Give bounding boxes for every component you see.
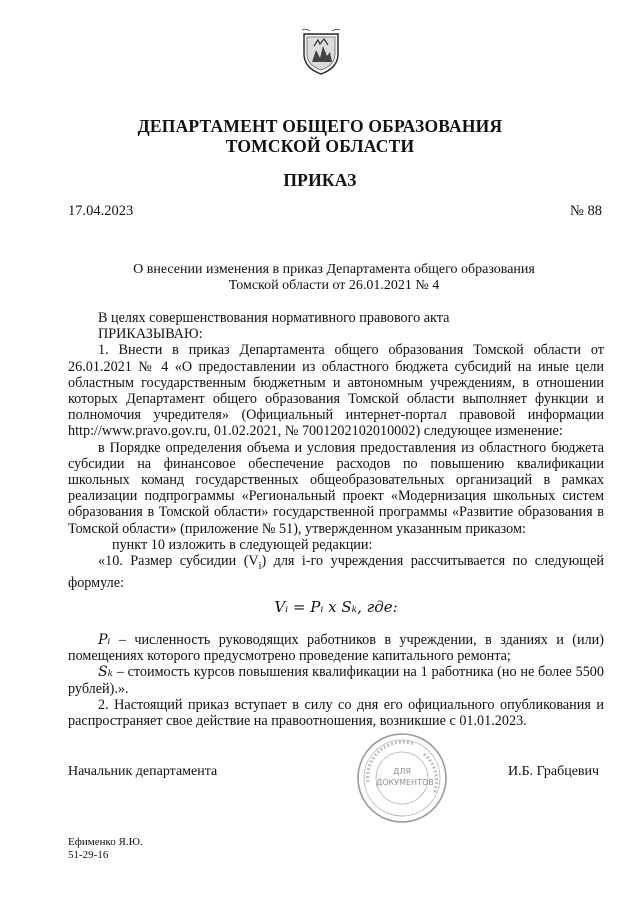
clause-10-paragraph xyxy=(68,553,604,591)
order-date: 17.04.2023 xyxy=(68,203,134,219)
clause-10-text-b: ) для i-го учреждения рассчитывается по следующей формуле: xyxy=(68,553,604,592)
order-body-bottom xyxy=(68,632,604,729)
executor-info xyxy=(68,836,143,862)
official-stamp xyxy=(354,730,450,826)
clause-2-paragraph: 2. Настоящий приказ вступает в силу со дня его официального опубликования и распространяет свое действие на правоотношения, возникшие с 01.01.2023. xyxy=(68,696,604,730)
document-type-title: ПРИКАЗ xyxy=(283,170,357,190)
order-body-top xyxy=(68,310,604,591)
order-directive: ПРИКАЗЫВАЮ: xyxy=(98,326,203,343)
formula-expression: Vᵢ = Pᵢ x Sₖ, где: xyxy=(274,598,398,616)
amendment-context-paragraph: в Порядке определения объема и условия предоставления из областного бюджета субсидии на финансовое обеспечение расходов по повышению квалификации школьных команд государственных общеобразовательных организаций в рамках реализации подпрограммы «Региональный проект «Модернизация школьных систем образования в Томской области» государственной программы «Развитие образования в Томской области» (приложение № 51), утвержденном указанным приказом: xyxy=(68,439,604,537)
definition-p-text: – численность руководящих работников в учреждении, в зданиях и (или) помещениях которого предусмотрено проведение капитального ремонта; xyxy=(68,632,604,665)
department-name-line1: ДЕПАРТАМЕНТ ОБЩЕГО ОБРАЗОВАНИЯ xyxy=(137,116,503,136)
subject-line1: О внесении изменения в приказ Департамента общего образования xyxy=(133,262,535,277)
clause-1-paragraph: 1. Внести в приказ Департамента общего образования Томской области от 26.01.2021 № 4 «О предоставлении из областного бюджета субсидий на иные цели областным государственным бюджетным и автономным учреждениям, в отношении которых Департамент общего образования Томской области выполняет функции и полномочия учредителя» (Официальный интернет-портал правовой информации http://www.pravo.gov.ru, 01.02.2021, № 7001202102010002) следующее изменение: xyxy=(68,342,604,440)
clause-10-text-a: «10. Размер субсидии (V xyxy=(98,553,259,570)
definition-p-symbol: Pᵢ xyxy=(98,632,111,648)
department-name-line2: ТОМСКОЙ ОБЛАСТИ xyxy=(225,136,415,156)
preamble-paragraph: В целях совершенствования нормативного правового акта xyxy=(98,310,450,326)
executor-phone: 51-29-16 xyxy=(68,849,109,861)
subject-line2: Томской области от 26.01.2021 № 4 xyxy=(228,278,440,293)
subsidy-formula xyxy=(68,598,604,617)
definition-s xyxy=(68,664,604,696)
signatory-name: И.Б. Грабцевич xyxy=(508,764,600,779)
order-subject xyxy=(60,262,608,294)
definition-p xyxy=(68,632,604,664)
clause-10-subscript: i xyxy=(258,560,262,572)
definition-s-symbol: Sₖ xyxy=(98,664,113,681)
executor-name: Ефименко Я.Ю. xyxy=(68,836,143,848)
signatory-position: Начальник департамента xyxy=(68,764,218,779)
order-number: № 88 xyxy=(570,203,602,219)
coat-of-arms-emblem xyxy=(300,28,342,76)
stamp-text: ДЛЯ ДОКУМЕНТОВ xyxy=(376,767,434,787)
amendment-instruction: пункт 10 изложить в следующей редакции: xyxy=(112,536,373,553)
definition-s-text: – стоимость курсов повышения квалификации на 1 работника (но не более 5500 рублей).». xyxy=(68,664,604,697)
